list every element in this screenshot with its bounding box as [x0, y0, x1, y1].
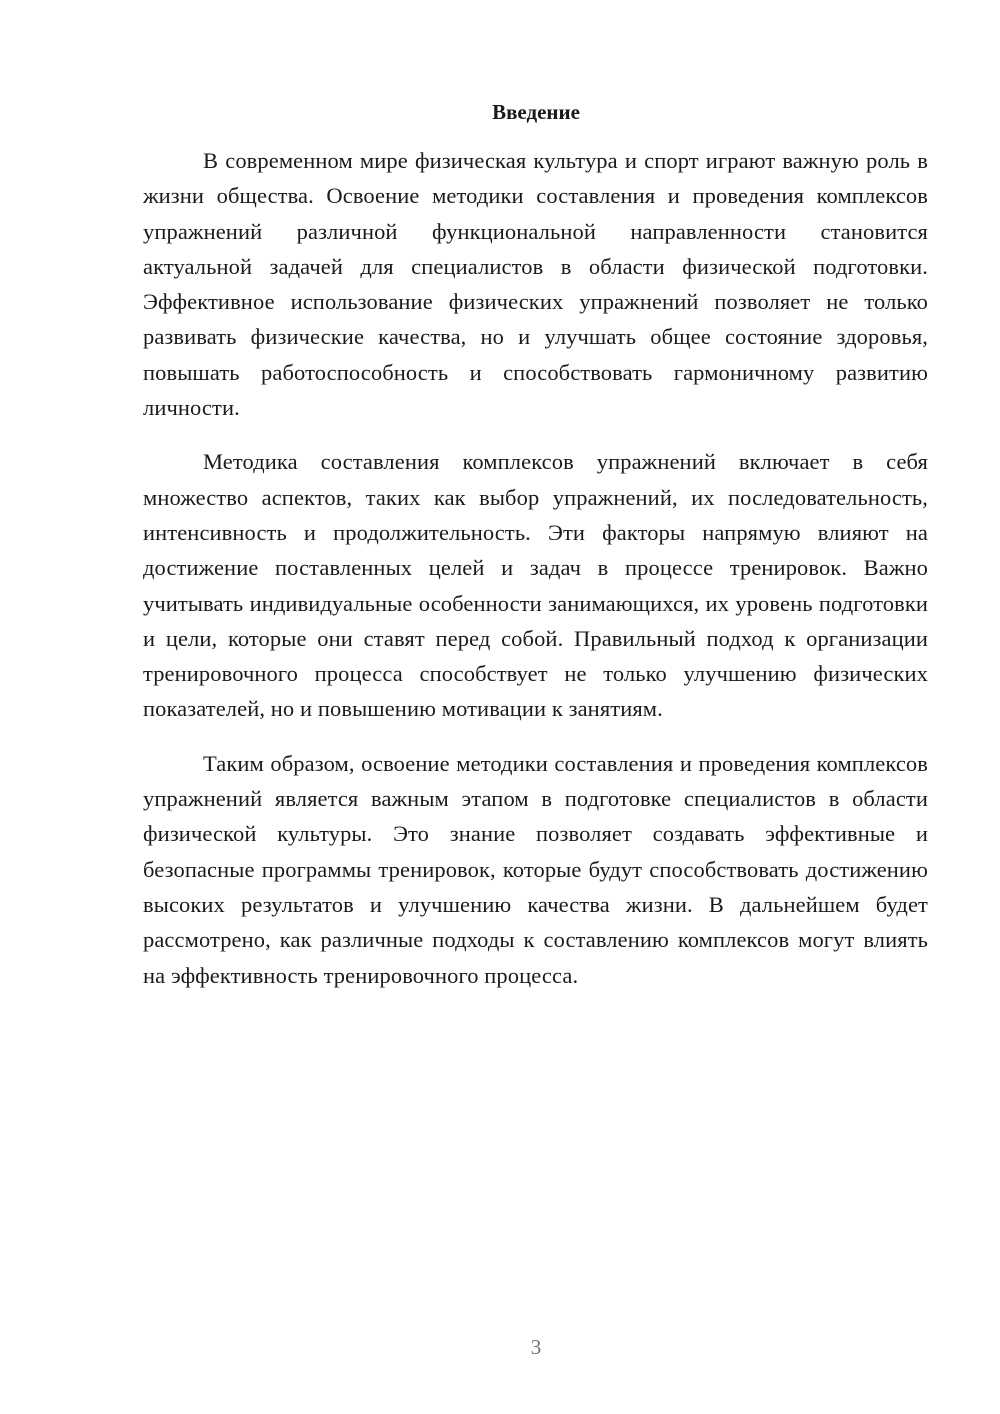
paragraph-2: Методика составления комплексов упражнений включает в себя множество аспектов, таких как выбор упражнений, их последовательность, интенсивность и продолжительность. Эти факторы напрямую влияют на достижение поставленных целей и задач в процессе тренировок. Важно учитывать индивидуальные особенности занимающихся, их уровень подготовки и цели, которые они ставят перед собой. Правильный подход к организации тренировочного процесса способствует не только улучшению физических показателей, но и повышению мотивации к занятиям. [143, 449, 928, 722]
paragraph-1: В современном мире физическая культура и спорт играют важную роль в жизни общества. Освоение методики составления и проведения комплексов упражнений различной функциональной направленности становится актуальной задачей для специалистов в области физической подготовки. Эффективное использование физических упражнений позволяет не только развивать физические качества, но и улучшать общее состояние здоровья, повышать работоспособность и способствовать гармоничному развитию личности. [143, 148, 928, 421]
document-body [143, 143, 928, 993]
section-title: Введение [492, 100, 580, 124]
paragraph-3: Таким образом, освоение методики составления и проведения комплексов упражнений является важным этапом в подготовке специалистов в области физической культуры. Это знание позволяет создавать эффективные и безопасные программы тренировок, которые будут способствовать достижению высоких результатов и улучшению качества жизни. В дальнейшем будет рассмотрено, как различные подходы к составлению комплексов могут влиять на эффективность тренировочного процесса. [143, 750, 928, 988]
page-number: 3 [530, 1335, 542, 1359]
